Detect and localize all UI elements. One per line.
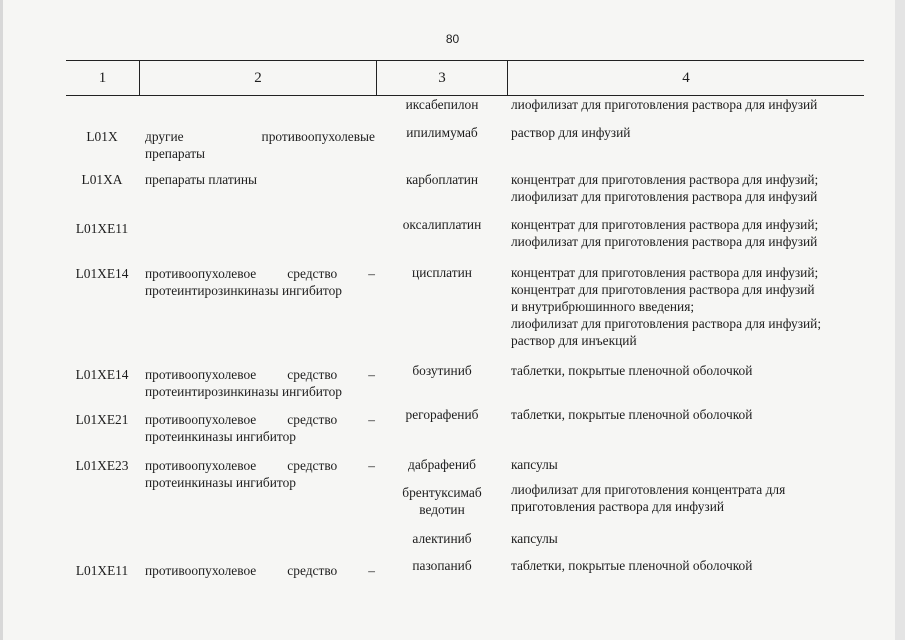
row-2-code: L01XA — [81, 172, 123, 187]
row-2-inn: карбоплатин — [405, 172, 479, 187]
row-9-inn: алектиниб — [412, 531, 472, 546]
row-0-form: лиофилизат для приготовления раствора для инфузий — [511, 97, 818, 112]
row-4-form: концентрат для приготовления раствора для инфузий; концентрат для приготовления раствора для инфузий и внутрибрюшинного введения; лиофилизат для приготовления раствора для инфузий; раствор для инъекций — [511, 265, 822, 348]
row-5-code: L01XE14 — [75, 367, 129, 382]
row-1-form: раствор для инфузий — [511, 125, 631, 140]
row-9-form: капсулы — [511, 531, 558, 546]
row-1-code: L01X — [86, 129, 118, 144]
row-4-desc: противоопухолевое средство – протеинтирозинкиназы ингибитор — [145, 266, 375, 298]
row-1-inn: ипилимумаб — [406, 125, 478, 140]
row-5-form: таблетки, покрытые пленочной оболочкой — [511, 363, 753, 378]
row-8-inn: брентуксимаб ведотин — [402, 485, 482, 517]
row-2-desc: препараты платины — [145, 172, 258, 187]
row-10-code: L01XE11 — [75, 563, 129, 578]
row-6-form: таблетки, покрытые пленочной оболочкой — [511, 407, 753, 422]
row-10-desc: противоопухолевое средство – — [145, 563, 375, 578]
row-3-inn: оксалиплатин — [402, 217, 482, 232]
row-1-desc: другие противоопухолевые препараты — [145, 129, 375, 161]
row-10-form: таблетки, покрытые пленочной оболочкой — [511, 558, 753, 573]
row-0-inn: иксабепилон — [405, 97, 479, 112]
header-col-4: 4 — [507, 61, 864, 95]
row-6-desc: противоопухолевое средство – протеинкиназы ингибитор — [145, 412, 375, 444]
header-col-1: 1 — [98, 69, 107, 86]
row-5-inn: бозутиниб — [412, 363, 472, 378]
row-6-inn: регорафениб — [405, 407, 479, 422]
table-header-row — [66, 60, 864, 96]
header-col-2: 2 — [139, 61, 376, 95]
row-4-inn: цисплатин — [412, 265, 472, 280]
row-4-code: L01XE14 — [75, 266, 129, 281]
row-7-form: капсулы — [511, 457, 558, 472]
row-6-code: L01XE21 — [75, 412, 129, 427]
row-3-code: L01XE11 — [75, 221, 129, 236]
row-8-form: лиофилизат для приготовления концентрата для приготовления раствора для инфузий — [511, 482, 786, 514]
scan-edge-left — [0, 0, 3, 640]
row-7-inn: дабрафениб — [408, 457, 476, 472]
scan-edge-right — [895, 0, 905, 640]
header-col-3: 3 — [376, 61, 507, 95]
row-3-form: концентрат для приготовления раствора для инфузий; лиофилизат для приготовления раствора для инфузий — [511, 217, 819, 249]
row-2-form: концентрат для приготовления раствора для инфузий; лиофилизат для приготовления раствора для инфузий — [511, 172, 819, 204]
page-number: 80 — [445, 32, 460, 46]
row-10-inn: пазопаниб — [412, 558, 472, 573]
row-7-desc: противоопухолевое средство – протеинкиназы ингибитор — [145, 458, 375, 490]
row-7-code: L01XE23 — [75, 458, 129, 473]
row-5-desc: противоопухолевое средство – протеинтирозинкиназы ингибитор — [145, 367, 375, 399]
